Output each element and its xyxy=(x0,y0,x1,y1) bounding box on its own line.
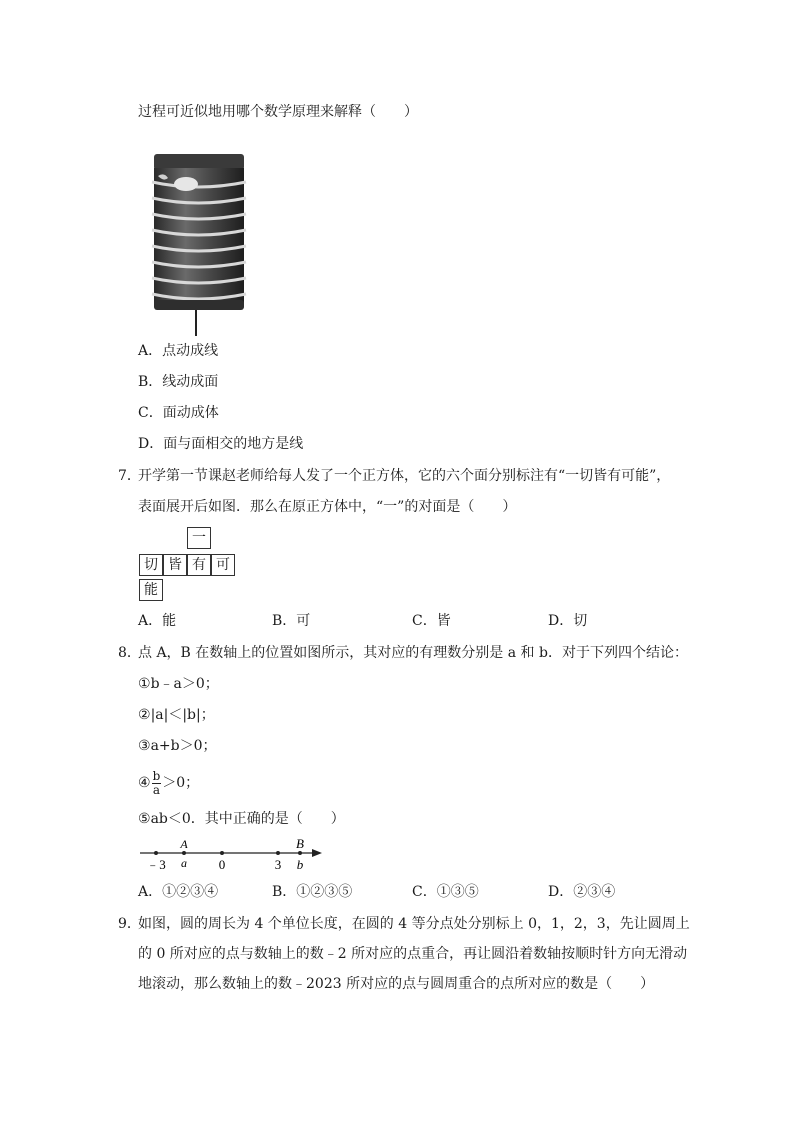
tick-label-0: 0 xyxy=(218,857,226,872)
q8-option-c: C．①③⑤ xyxy=(412,884,479,900)
q7-option-d: D．切 xyxy=(548,613,588,629)
tick-label-3: 3 xyxy=(274,857,282,872)
net-cell: 有 xyxy=(187,554,211,576)
q6-option-c: C．面动成体 xyxy=(138,405,219,421)
q8-option-b: B．①②③⑤ xyxy=(272,884,353,900)
q7-stem-line1: 开学第一节课赵老师给每人发了一个正方体，它的六个面分别标注有“一切皆有可能”， xyxy=(138,468,671,484)
point-b-label: B xyxy=(296,836,304,851)
q9-stem-line3: 地滚动，那么数轴上的数﹣2023 所对应的点与圆周重合的点所对应的数是（ ） xyxy=(138,976,655,992)
q8-number: 8． xyxy=(118,645,141,661)
net-cell: 皆 xyxy=(163,554,187,576)
net-cell: 可 xyxy=(211,554,235,576)
q9-stem-line2: 的 0 所对应的点与数轴上的数﹣2 所对应的点重合，再让圆沿着数轴按顺时针方向无滑动 xyxy=(138,946,688,962)
q8-statement-3: ③a+b＞0； xyxy=(138,738,217,754)
q8-statement-4: ④ $\frac{b}{a}$ ＞0； xyxy=(138,768,200,797)
tick-label-neg3: ﹣3 xyxy=(146,857,166,872)
q9-stem-line1: 如图，圆的周长为 4 个单位长度，在圆的 4 等分点处分别标上 0，1，2，3，先让圆周上 xyxy=(138,916,690,932)
q8-option-d: D．②③④ xyxy=(548,884,616,900)
q6-stem-tail: 过程可近似地用哪个数学原理来解释（ ） xyxy=(138,104,418,120)
number-line xyxy=(138,836,328,874)
q8-statement-2: ②|a|＜|b|； xyxy=(138,707,215,723)
net-cell: 切 xyxy=(139,554,163,576)
net-cell-bottom: 能 xyxy=(139,579,163,601)
q7-number: 7． xyxy=(118,468,141,484)
point-a-label: A xyxy=(180,837,188,851)
fraction-b-over-a: $\frac{b}{a}$ xyxy=(152,768,161,797)
point-b-value: b xyxy=(296,857,304,872)
q7-stem-line2: 表面展开后如图．那么在原正方体中，“一”的对面是（ ） xyxy=(138,499,517,515)
q7-option-a: A．能 xyxy=(138,613,177,629)
paper-lantern-image xyxy=(148,148,248,338)
q6-option-d: D．面与面相交的地方是线 xyxy=(138,436,304,452)
q7-option-c: C．皆 xyxy=(412,613,451,629)
q7-option-b: B．可 xyxy=(272,613,311,629)
net-cell-top: 一 xyxy=(187,527,211,549)
q8-option-a: A．①②③④ xyxy=(138,884,219,900)
q8-statement-1: ①b﹣a＞0； xyxy=(138,676,219,692)
q8-statement-5: ⑤ab＜0．其中正确的是（ ） xyxy=(138,811,345,827)
q9-number: 9． xyxy=(118,916,141,932)
point-a-value: a xyxy=(181,856,187,870)
q6-option-b: B．线动成面 xyxy=(138,374,219,390)
q8-intro: 点 A，B 在数轴上的位置如图所示，其对应的有理数分别是 a 和 b．对于下列四个结论： xyxy=(138,645,688,661)
q6-option-a: A．点动成线 xyxy=(138,343,219,359)
